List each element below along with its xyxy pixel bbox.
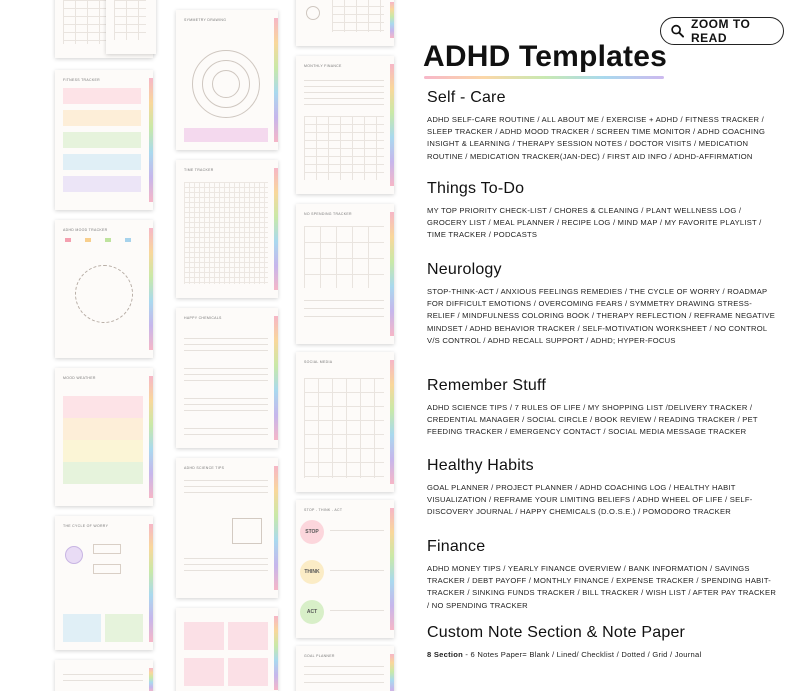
section-count: 8 Section [427, 650, 464, 659]
section-heading: Neurology [427, 261, 502, 278]
section-finance [427, 538, 777, 612]
section-heading: Remember Stuff [427, 377, 546, 394]
stop-bubble: STOP [300, 520, 324, 544]
thumbnail-monthly-finance [296, 56, 394, 194]
thumbnail-fitness-tracker [55, 70, 153, 210]
section-custom-notes [427, 624, 777, 661]
zoom-label: ZOOM TO READ [691, 17, 751, 45]
section-heading: Finance [427, 538, 486, 555]
section-remember-stuff [427, 377, 777, 439]
thumbnail-cycle-of-worry [55, 516, 153, 650]
thumbnail-science-tips [176, 458, 278, 598]
thumbnail-no-spending [296, 204, 394, 344]
thumbnail-stop-think-act [296, 500, 394, 638]
thumbnail-title: GOAL PLANNER [304, 654, 335, 658]
thumbnail-title: SYMMETRY DRAWING [184, 18, 227, 22]
page-title: ADHD Templates [423, 40, 667, 73]
thumbnail-title: TIME TRACKER [184, 168, 214, 172]
section-body: ADHD MONEY TIPS / YEARLY FINANCE OVERVIEW / BANK INFORMATION / SAVINGS TRACKER / DEBT PAYOFF / MONTHLY FINANCE / EXPENSE TRACKER / SPENDING HABIT-TRACKER / SINKING FUNDS TRACKER / BILL TRACKER / WISH LIST / AFTER PAY TRACKER / NO SPENDING TRACKER [427, 564, 777, 610]
act-bubble: ACT [300, 600, 324, 624]
section-body [427, 649, 777, 661]
section-body: ADHD SELF-CARE ROUTINE / ALL ABOUT ME / EXERCISE + ADHD / FITNESS TRACKER / SLEEP TRACKER / ADHD MOOD TRACKER / SCREEN TIME MONITOR / ADHD COACHING INSIGHT & LEARNING / THERAPY SESSION NOTES / DOCTOR VISITS / MEDICATION ROUTINE / MEDICATION TRACKER(JAN-DEC) / FIRST AID INFO / ADHD-AFFIRMATION [427, 115, 766, 161]
section-body: MY TOP PRIORITY CHECK-LIST / CHORES & CLEANING / PLANT WELLNESS LOG / GROCERY LIST / MEAL PLANNER / RECIPE LOG / MIND MAP / MY FAVORITE PLAYLIST / TIME TRACKER / PODCASTS [427, 206, 762, 240]
thumbnail-title: MOOD WEATHER [63, 376, 96, 380]
thumbnail-title: FITNESS TRACKER [63, 78, 100, 82]
thumbnail-title: SOCIAL MEDIA [304, 360, 333, 364]
thumbnail-symmetry-drawing [176, 10, 278, 150]
thumbnail-bottom-left [55, 660, 153, 691]
notes-paper-list: - 6 Notes Paper= Blank / Lined/ Checklist / Dotted / Grid / Journal [463, 650, 702, 659]
thumbnail-title: NO SPENDING TRACKER [304, 212, 352, 216]
thumbnail-title: THE CYCLE OF WORRY [63, 524, 109, 528]
think-bubble: THINK [300, 560, 324, 584]
thumbnail-title: ADHD MOOD TRACKER [63, 228, 108, 232]
section-heading: Things To-Do [427, 180, 525, 197]
thumbnail-social-media [296, 352, 394, 492]
thumbnail-top-middle [106, 0, 156, 54]
thumbnail-mood-weather [55, 368, 153, 506]
section-self-care [427, 89, 777, 163]
section-body: GOAL PLANNER / PROJECT PLANNER / ADHD COACHING LOG / HEALTHY HABIT VISUALIZATION / REFRAME YOUR LIMITING BELIEFS / ADHD WHEEL OF LIFE / SELF-DISCOVERY JOURNAL / HAPPY CHEMICALS (D.O.S.E.) / POMODORO TRACKER [427, 483, 753, 517]
thumbnail-happy-chemicals [176, 308, 278, 448]
thumbnail-mood-tracker [55, 220, 153, 358]
section-healthy-habits [427, 457, 777, 519]
section-heading: Healthy Habits [427, 457, 534, 474]
title-underline [424, 76, 664, 79]
section-neurology [427, 261, 777, 347]
thumbnail-top-right [296, 0, 394, 46]
section-heading: Custom Note Section & Note Paper [427, 624, 686, 641]
thumbnail-title: MONTHLY FINANCE [304, 64, 342, 68]
thumbnail-title: ADHD SCIENCE TIPS [184, 466, 225, 470]
zoom-to-read-badge [660, 17, 784, 45]
thumbnail-pink-cards [176, 608, 278, 691]
thumbnail-title: STOP - THINK - ACT [304, 508, 343, 512]
magnifier-icon [671, 24, 684, 38]
thumbnail-goal-planner [296, 646, 394, 691]
thumbnail-title: HAPPY CHEMICALS [184, 316, 222, 320]
section-things-to-do [427, 180, 777, 242]
thumbnail-time-tracker [176, 160, 278, 298]
section-body: STOP-THINK-ACT / ANXIOUS FEELINGS REMEDIES / THE CYCLE OF WORRY / ROADMAP FOR DIFFICULT EMOTIONS / OVERCOMING FEARS / SYMMETRY DRAWING STRESS-RELIEF / MINDFULNESS COLORING BOOK / THERAPY REFLECTION / REFRAME NEGATIVE MINDSET / ADHD BEHAVIOR TRACKER / SELF-MOTIVATION WORKSHEET / NO CONTROL V/S CONTROL / ADHD RECALL SUPPORT / ADHD; HYPER-FOCUS [427, 287, 776, 345]
section-body: ADHD SCIENCE TIPS / 7 RULES OF LIFE / MY SHOPPING LIST /DELIVERY TRACKER / CREDENTIAL MANAGER / SOCIAL CIRCLE / BOOK REVIEW / READING TRACKER / PET FEEDING TRACKER / EMERGENCY CONTACT / SOCIAL MEDIA MESSAGE TRACKER [427, 403, 758, 437]
section-heading: Self - Care [427, 89, 506, 106]
